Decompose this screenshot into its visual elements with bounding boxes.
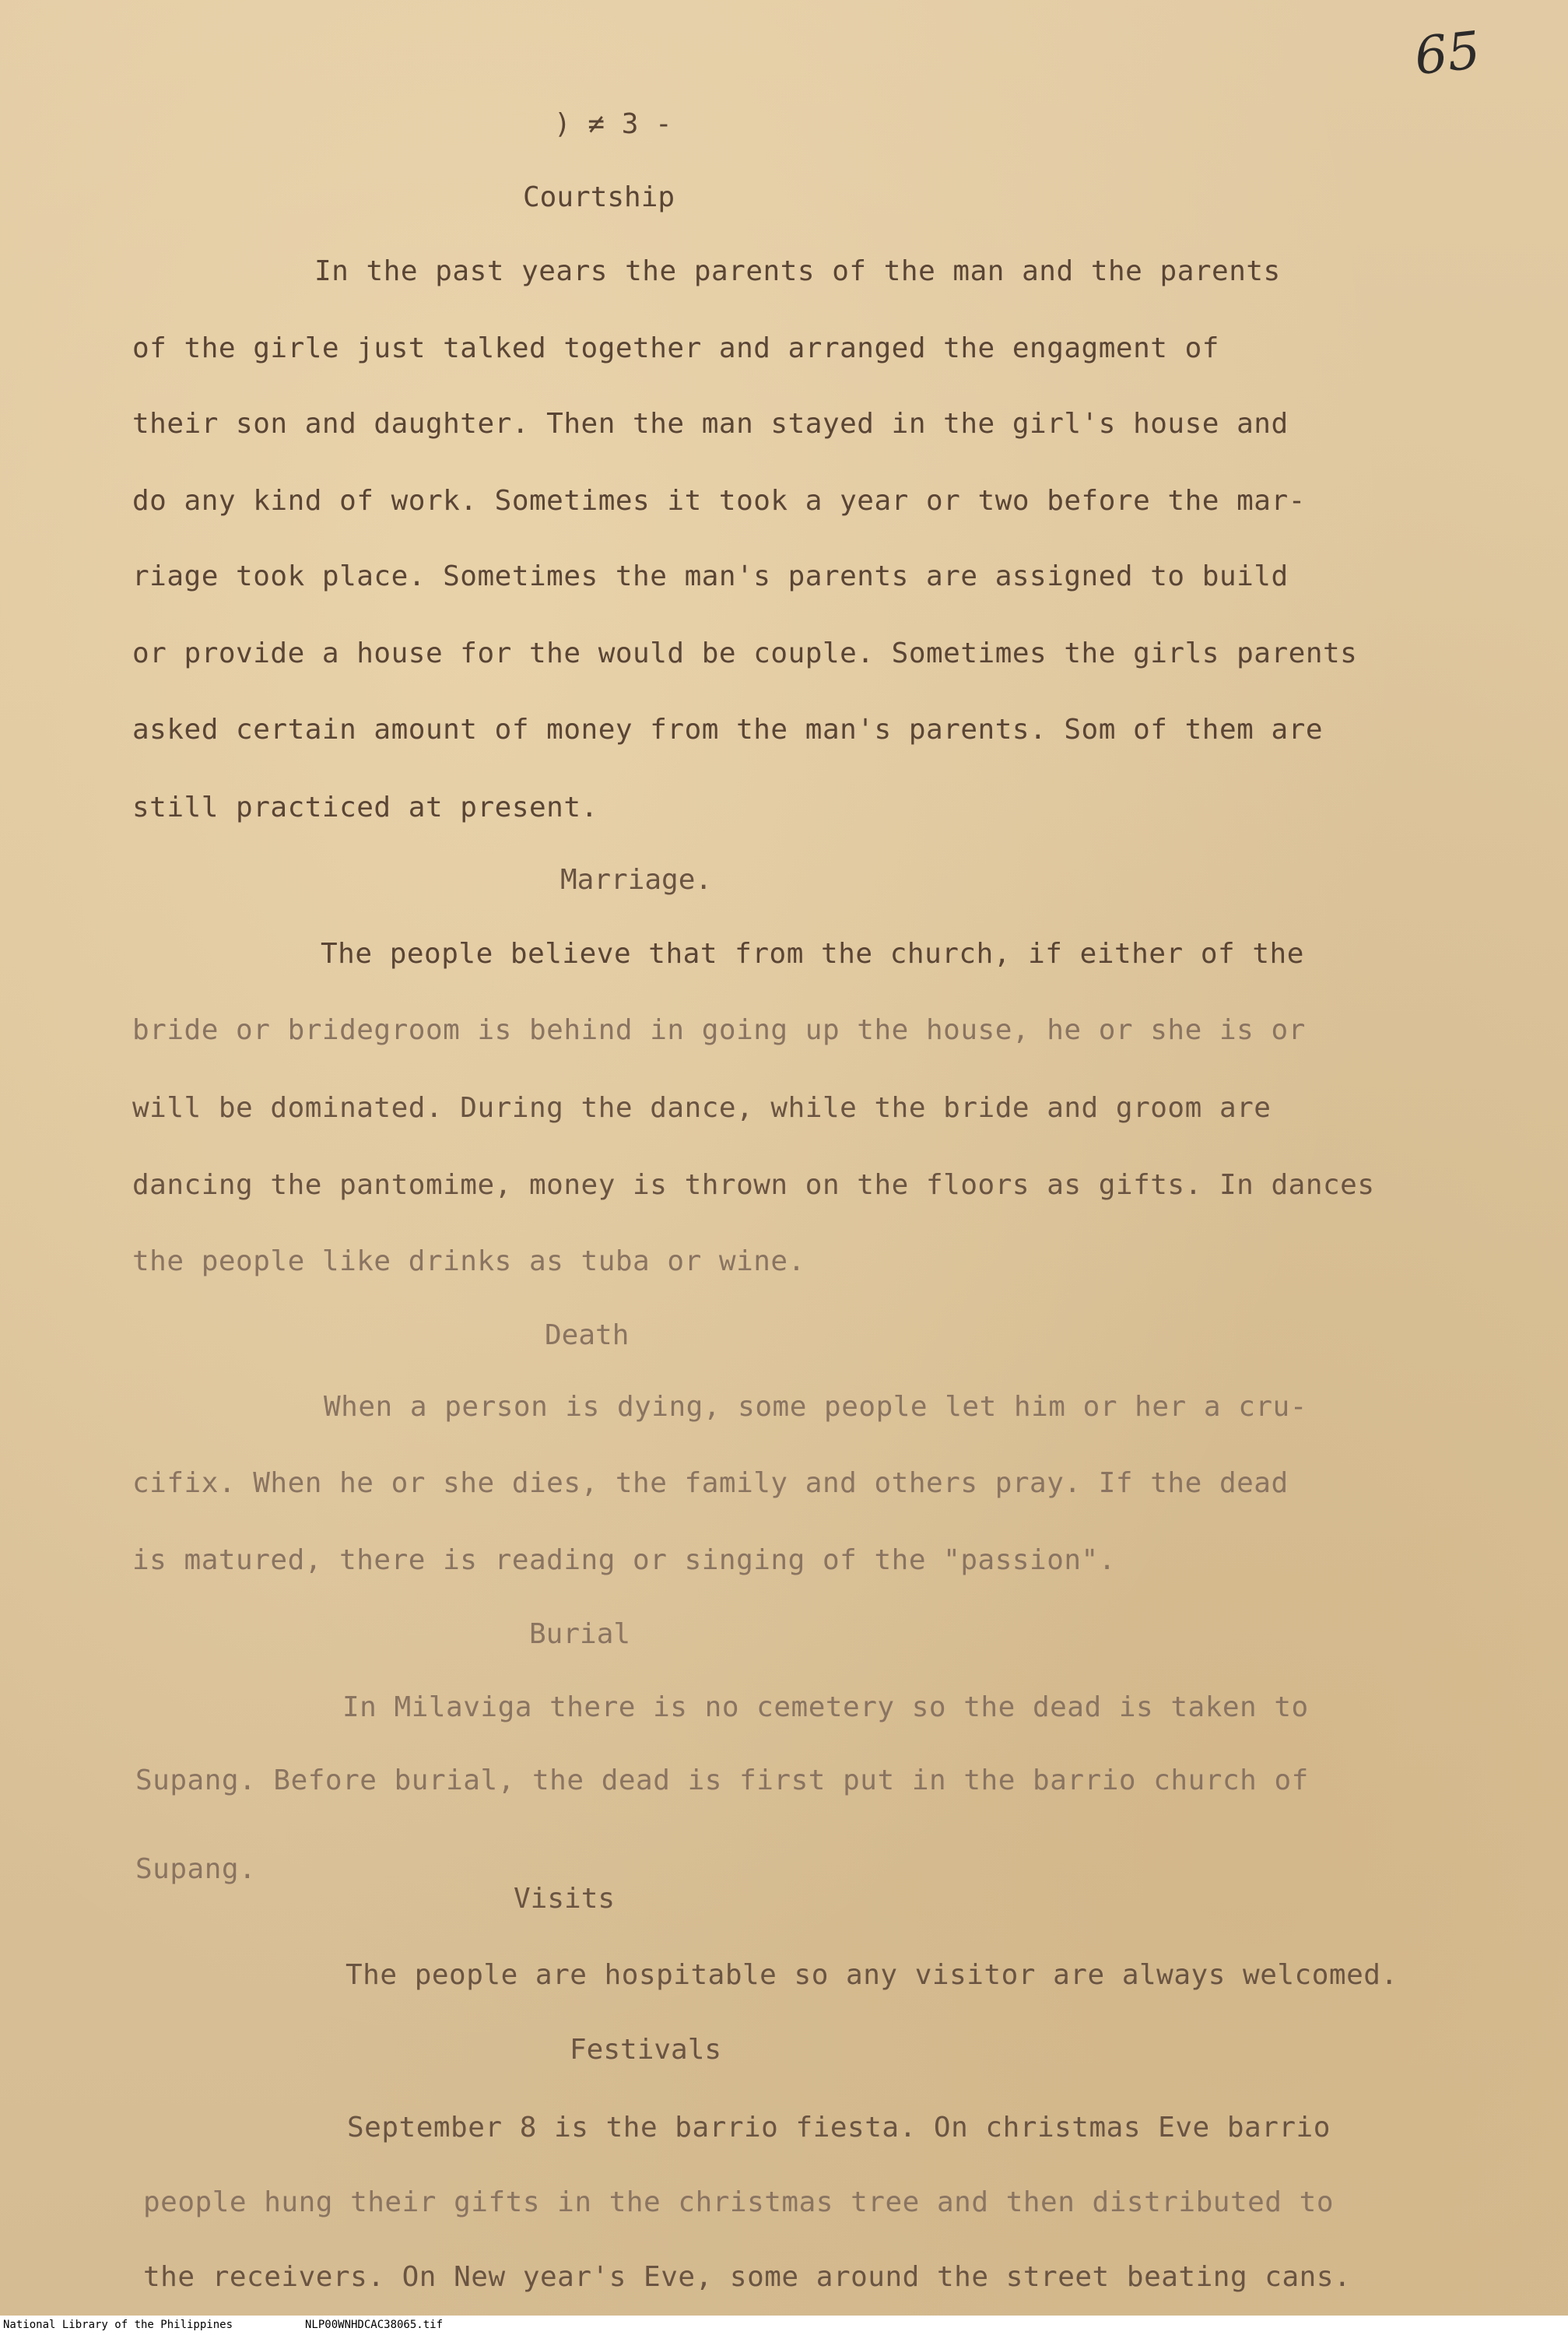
- heading-marriage: Marriage.: [560, 864, 713, 896]
- handwritten-page-number: 65: [1412, 19, 1483, 87]
- heading-visits: Visits: [514, 1883, 616, 1915]
- paragraph-line: or provide a house for the would be couple. Sometimes the girls parents: [132, 637, 1358, 669]
- paragraph-line: is matured, there is reading or singing of the "passion".: [132, 1544, 1116, 1576]
- paragraph-line: riage took place. Sometimes the man's parents are assigned to build: [132, 560, 1289, 592]
- paragraph-line: cifix. When he or she dies, the family and others pray. If the dead: [132, 1467, 1289, 1499]
- paragraph-line: will be dominated. During the dance, while the bride and groom are: [132, 1092, 1272, 1124]
- paragraph-line: people hung their gifts in the christmas tree and then distributed to: [143, 2186, 1334, 2218]
- scan-footer: [0, 2316, 1568, 2335]
- footer-institution: National Library of the Philippines: [3, 2319, 233, 2331]
- paragraph-line: Supang. Before burial, the dead is first put in the barrio church of: [135, 1764, 1309, 1796]
- heading-festivals: Festivals: [570, 2034, 722, 2066]
- paragraph-line: The people are hospitable so any visitor are always welcomed.: [346, 1959, 1398, 1991]
- paragraph-line: of the girle just talked together and arranged the engagment of: [132, 332, 1219, 364]
- section-number: ) ≠ 3 -: [554, 108, 672, 140]
- paragraph-line: The people believe that from the church, if either of the: [321, 938, 1304, 970]
- paragraph-line: September 8 is the barrio fiesta. On christmas Eve barrio: [347, 2112, 1331, 2144]
- heading-death: Death: [545, 1319, 630, 1351]
- paragraph-line: do any kind of work. Sometimes it took a year or two before the mar-: [132, 485, 1306, 517]
- paragraph-line: When a person is dying, some people let him or her a cru-: [324, 1391, 1307, 1423]
- paragraph-line: In Milaviga there is no cemetery so the dead is taken to: [342, 1691, 1309, 1723]
- paragraph-line: bride or bridegroom is behind in going up the house, he or she is or: [132, 1014, 1306, 1046]
- paragraph-line: still practiced at present.: [132, 792, 598, 823]
- paragraph-line: the people like drinks as tuba or wine.: [132, 1245, 805, 1277]
- footer-file-id: NLP00WNHDCAC38065.tif: [305, 2319, 444, 2331]
- heading-burial: Burial: [529, 1618, 631, 1650]
- paragraph-line: asked certain amount of money from the man's parents. Som of them are: [132, 714, 1323, 746]
- paragraph-line: dancing the pantomime, money is thrown on the floors as gifts. In dances: [132, 1169, 1375, 1201]
- paragraph-line: Supang.: [135, 1853, 257, 1885]
- paragraph-line: the receivers. On New year's Eve, some around the street beating cans.: [143, 2261, 1352, 2293]
- paragraph-line: In the past years the parents of the man and the parents: [314, 255, 1281, 287]
- paragraph-line: their son and daughter. Then the man stayed in the girl's house and: [132, 408, 1289, 440]
- heading-courtship: Courtship: [523, 181, 675, 213]
